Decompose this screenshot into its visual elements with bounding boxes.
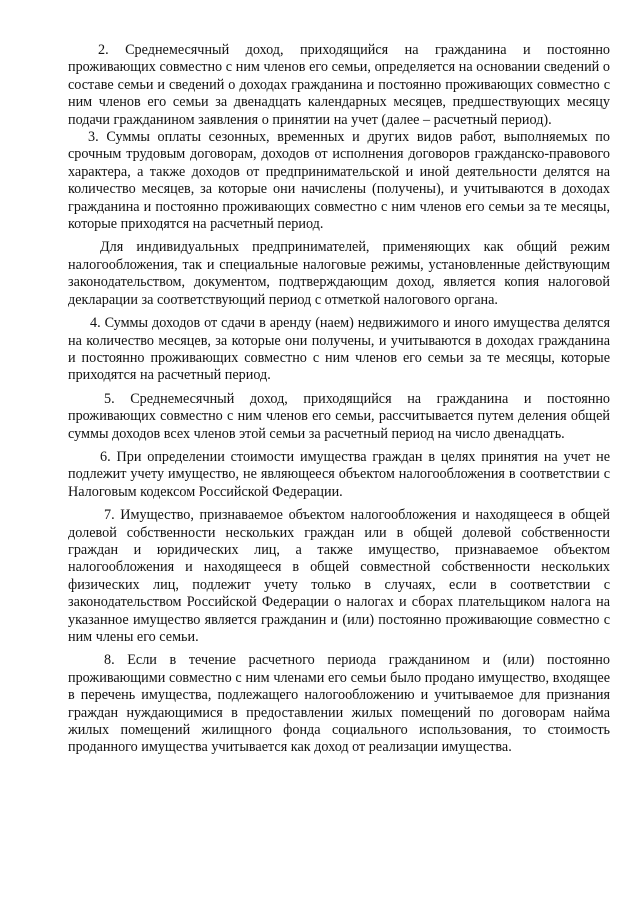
paragraph-7: 7. Имущество, признаваемое объектом налогообложения и находящееся в общей долевой собственности нескольких граждан или в общей долевой собственности граждан и юридических лиц, а также имущество, признаваемое объектом налогообложения и находящееся в общей совместной собственности нескольких физических лиц, подлежит учету только в случаях, если в соответствии с законодательством Российской Федерации о налогах и сборах плательщиком налога на указанное имущество является гражданин и (или) постоянно проживающие совместно с ним члены его семьи. <box>68 507 610 645</box>
paragraph-5: 5. Среднемесячный доход, приходящийся на гражданина и постоянно проживающих совместно с ним членов его семьи, рассчитывается путем деления общей суммы доходов всех членов этой семьи за расчетный период на число двенадцать. <box>68 390 610 442</box>
paragraph-4: 4. Суммы доходов от сдачи в аренду (наем) недвижимого и иного имущества делятся на количество месяцев, за которые они получены, и учитываются в доходах гражданина и постоянно проживающих совместно с ним членов его семьи за те месяцы, которые приходятся на расчетный период. <box>68 315 610 384</box>
paragraph-8: 8. Если в течение расчетного периода гражданином и (или) постоянно проживающими совместно с ним членами его семьи было продано имущество, входящее в перечень имущества, подлежащего налогообложению и учитываемое для признания граждан нуждающимися в предоставлении жилых помещений по договорам найма жилых помещений жилищного фонда социального использования, то стоимость проданного имущества учитывается как доход от реализации имущества. <box>68 652 610 756</box>
paragraph-3-entrepreneurs: Для индивидуальных предпринимателей, применяющих как общий режим налогообложения, так и специальные налоговые режимы, установленные действующим законодательством, документом, подтверждающим доход, является копия налоговой декларации за соответствующий период с отметкой налогового органа. <box>68 239 610 308</box>
paragraph-2: 2. Среднемесячный доход, приходящийся на гражданина и постоянно проживающих совместно с ним членов его семьи, определяется на основании сведений о составе семьи и сведений о доходах гражданина и постоянно проживающих совместно с ним членов его семьи за двенадцать календарных месяцев, предшествующих месяцу подачи гражданином заявления о принятии на учет (далее – расчетный период). <box>68 42 610 128</box>
paragraph-3: 3. Суммы оплаты сезонных, временных и других видов работ, выполняемых по срочным трудовым договорам, доходов от исполнения договоров гражданско-правового характера, а также доходов от предпринимательской и иной деятельности делятся на количество месяцев, за которые они начислены (получены), и учитываются в доходах гражданина и постоянно проживающих совместно с ним членов его семьи за те месяцы, которые приходятся на расчетный период. <box>68 129 610 233</box>
paragraph-6: 6. При определении стоимости имущества граждан в целях принятия на учет не подлежит учету имущество, не являющееся объектом налогообложения в соответствии с Налоговым кодексом Российской Федерации. <box>68 448 610 500</box>
